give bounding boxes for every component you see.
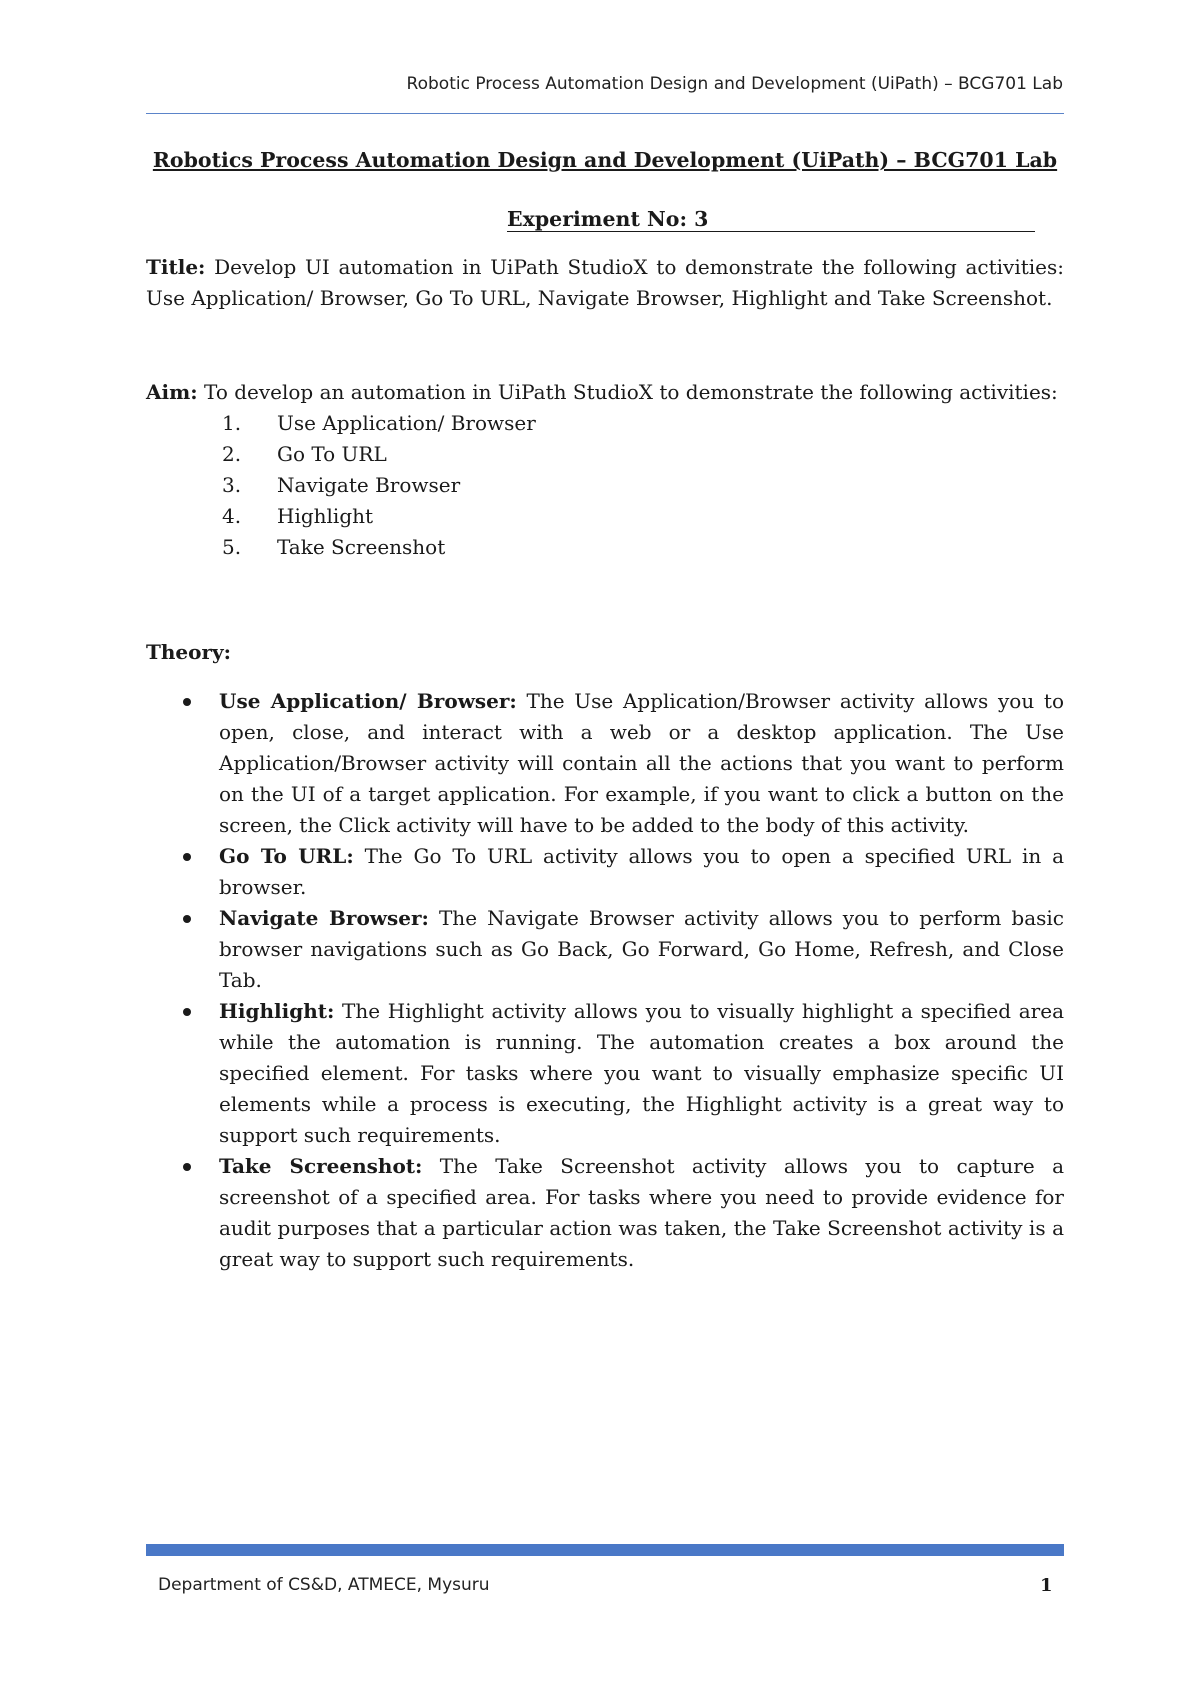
page-number: 1 <box>1040 1575 1053 1596</box>
experiment-number <box>507 207 1035 232</box>
aim-paragraph <box>146 377 1064 408</box>
theory-term: Go To URL: <box>219 844 354 868</box>
theory-item <box>146 686 1064 841</box>
theory-text: The Highlight activity allows you to visually highlight a specified area while the automation is running. The automation creates a box around the specified element. For tasks where you want to visually emphasize specific UI elements while a process is executing, the Highlight activity is a great way to support such requirements. <box>219 999 1064 1147</box>
bullet-icon <box>183 1008 191 1016</box>
aim-list <box>146 408 1064 563</box>
theory-text: The Use Application/Browser activity allows you to open, close, and interact with a web or a desktop application. The Use Application/Browser activity will contain all the actions that you want to perform on the UI of a target application. For example, if you want to click a button on the screen, the Click activity will have to be added to the body of this activity. <box>219 689 1064 837</box>
list-text: Highlight <box>277 504 374 528</box>
list-number: 3. <box>222 473 242 497</box>
theory-text: The Navigate Browser activity allows you to perform basic browser navigations such as Go Back, Go Forward, Go Home, Refresh, and Close Tab. <box>219 906 1064 992</box>
theory-text: The Go To URL activity allows you to open a specified URL in a browser. <box>219 844 1064 899</box>
list-item <box>146 501 1064 532</box>
list-number: 2. <box>222 442 242 466</box>
aim-text: To develop an automation in UiPath StudioX to demonstrate the following activities: <box>197 380 1058 404</box>
list-item <box>146 470 1064 501</box>
list-text: Navigate Browser <box>277 473 461 497</box>
footer-department: Department of CS&D, ATMECE, Mysuru <box>158 1575 490 1595</box>
list-number: 4. <box>222 504 242 528</box>
theory-text: The Take Screenshot activity allows you to capture a screenshot of a specified area. For tasks where you need to provide evidence for audit purposes that a particular action was taken, the Take Screenshot activity is a great way to support such requirements. <box>219 1154 1064 1271</box>
theory-list <box>146 686 1064 1275</box>
aim-section <box>146 377 1064 563</box>
document-title: Robotics Process Automation Design and Development (UiPath) – BCG701 Lab <box>152 148 1058 172</box>
bullet-icon <box>183 698 191 706</box>
header-rule <box>146 113 1064 114</box>
bullet-icon <box>183 915 191 923</box>
theory-term: Use Application/ Browser: <box>219 689 517 713</box>
list-text: Take Screenshot <box>277 535 446 559</box>
footer-rule <box>146 1544 1064 1556</box>
theory-item <box>146 841 1064 903</box>
title-paragraph <box>146 252 1064 314</box>
bullet-icon <box>183 1163 191 1171</box>
list-number: 1. <box>222 411 242 435</box>
list-number: 5. <box>222 535 242 559</box>
theory-term: Highlight: <box>219 999 335 1023</box>
aim-label: Aim: <box>146 380 198 404</box>
list-text: Go To URL <box>277 442 387 466</box>
running-header: Robotic Process Automation Design and Development (UiPath) – BCG701 Lab <box>406 74 1063 94</box>
theory-item <box>146 996 1064 1151</box>
bullet-icon <box>183 853 191 861</box>
theory-item <box>146 903 1064 996</box>
list-item <box>146 532 1064 563</box>
theory-item <box>146 1151 1064 1275</box>
title-label: Title: <box>146 255 206 279</box>
list-item <box>146 439 1064 470</box>
experiment-label: Experiment No: 3 <box>507 207 709 231</box>
theory-heading: Theory: <box>146 640 232 664</box>
title-text: Develop UI automation in UiPath StudioX to demonstrate the following activities: Use Application/ Browser, Go To URL, Navigate Browser, Highlight and Take Screenshot. <box>146 255 1064 310</box>
list-item <box>146 408 1064 439</box>
theory-term: Navigate Browser: <box>219 906 429 930</box>
theory-term: Take Screenshot: <box>219 1154 423 1178</box>
list-text: Use Application/ Browser <box>277 411 536 435</box>
